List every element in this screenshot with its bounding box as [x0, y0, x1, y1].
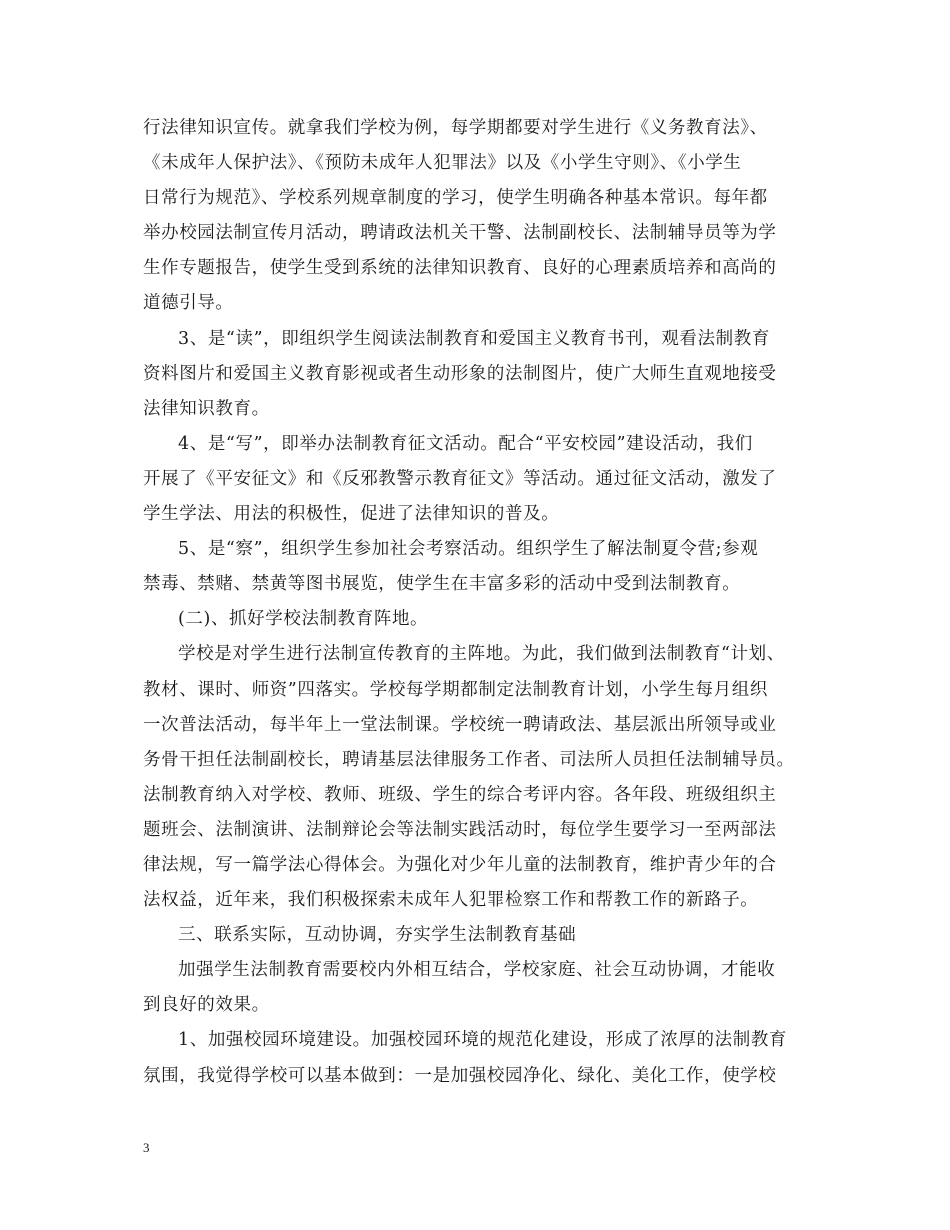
text-line: 到良好的效果。	[143, 995, 270, 1016]
text-line: 资料图片和爱国主义教育影视或者生动形象的法制图片，使广大师生直观地接受	[143, 363, 777, 384]
text-line: 4、是“写”，即举办法制教育征文活动。配合“平安校园”建设活动，我们	[178, 433, 753, 454]
page-number: 3	[143, 1140, 150, 1155]
text-line: 氛围，我觉得学校可以基本做到：一是加强校园净化、绿化、美化工作，使学校	[143, 1065, 777, 1086]
text-line: 题班会、法制演讲、法制辩论会等法制实践活动时，每位学生要学习一至两部法	[143, 819, 777, 840]
section-heading: (二)、抓好学校法制教育阵地。	[178, 609, 429, 630]
text-line: 禁毒、禁赌、禁黄等图书展览，使学生在丰富多彩的活动中受到法制教育。	[143, 574, 741, 595]
text-line: 务骨干担任法制副校长，聘请基层法律服务工作者、司法所人员担任法制辅导员。	[143, 749, 795, 770]
text-line: 开展了《平安征文》和《反邪教警示教育征文》等活动。通过征文活动，激发了	[143, 468, 777, 489]
body-text	[143, 111, 811, 1094]
text-line: 教材、课时、师资”四落实。学校每学期都制定法制教育计划，小学生每月组织	[143, 679, 768, 700]
text-line: 《未成年人保护法》、《预防未成年人犯罪法》以及《小学生守则》、《小学生	[143, 153, 742, 174]
text-line: 3、是“读”，即组织学生阅读法制教育和爱国主义教育书刊，观看法制教育	[178, 328, 770, 349]
text-line: 律法规，写一篇学法心得体会。为强化对少年儿童的法制教育，维护青少年的合	[143, 854, 777, 875]
text-line: 行法律知识宣传。就拿我们学校为例，每学期都要对学生进行《义务教育法》、	[143, 118, 768, 138]
text-line: 1、加强校园环境建设。加强校园环境的规范化建设，形成了浓厚的法制教育	[178, 1030, 788, 1051]
text-line: 法律知识教育。	[143, 398, 270, 419]
text-line: 生作专题报告，使学生受到系统的法律知识教育、良好的心理素质培养和高尚的	[143, 258, 777, 279]
text-line: 道德引导。	[143, 293, 234, 314]
text-line: 法制教育纳入对学校、教师、班级、学生的综合考评内容。各年段、班级组织主	[143, 784, 777, 805]
text-line: 学校是对学生进行法制宣传教育的主阵地。为此，我们做到法制教育“计划、	[178, 644, 785, 665]
text-line: 一次普法活动，每半年上一堂法制课。学校统一聘请政法、基层派出所领导或业	[143, 714, 777, 735]
text-line: 学生学法、用法的积极性，促进了法律知识的普及。	[143, 504, 560, 525]
text-line: 日常行为规范》、学校系列规章制度的学习，使学生明确各种基本常识。每年都	[143, 188, 768, 209]
text-line: 法权益，近年来，我们积极探索未成年人犯罪检察工作和帮教工作的新路子。	[143, 890, 759, 911]
text-line: 加强学生法制教育需要校内外相互结合，学校家庭、社会互动协调，才能收	[178, 960, 776, 981]
text-line: 5、是“察”，组织学生参加社会考察活动。组织学生了解法制夏令营;参观	[178, 539, 759, 560]
text-line: 举办校园法制宣传月活动，聘请政法机关干警、法制副校长、法制辅导员等为学	[143, 223, 777, 244]
section-heading: 三、联系实际，互动协调，夯实学生法制教育基础	[178, 925, 577, 946]
